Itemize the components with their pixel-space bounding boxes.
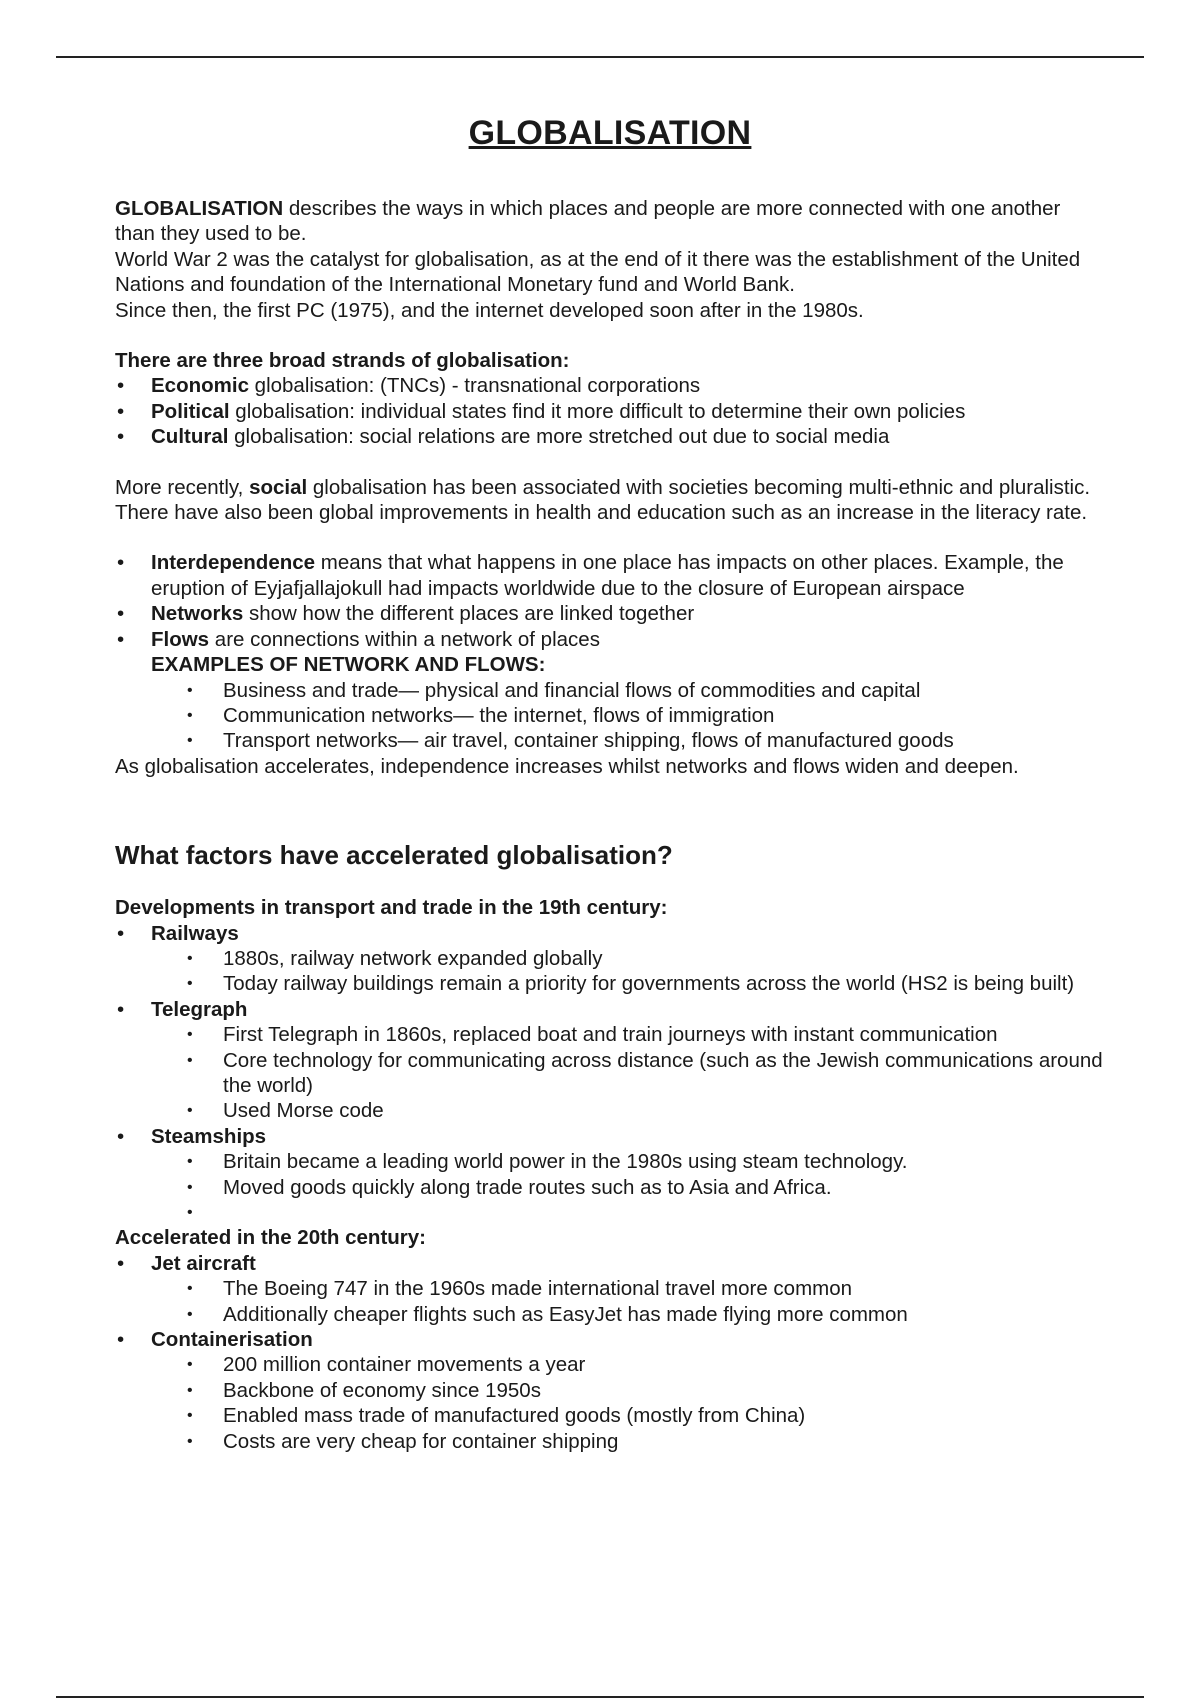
list-item: • Containerisation xyxy=(115,1327,1105,1352)
list-item: • Today railway buildings remain a priority for governments across the world (HS2 is being built) xyxy=(115,971,1105,996)
list-item: • Costs are very cheap for container shipping xyxy=(115,1429,1105,1454)
list-item: • Communication networks— the internet, flows of immigration xyxy=(115,703,1105,728)
list-item: • Railways xyxy=(115,921,1105,946)
examples-heading: EXAMPLES OF NETWORK AND FLOWS: xyxy=(151,653,546,677)
c20-list xyxy=(115,1251,1105,1454)
document-body xyxy=(115,108,1105,1454)
list-item: • Transport networks— air travel, container shipping, flows of manufactured goods xyxy=(115,728,1105,753)
intro-term: GLOBALISATION xyxy=(115,197,284,220)
list-item: • Additionally cheaper flights such as EasyJet has made flying more common xyxy=(115,1302,1105,1327)
page-title: GLOBALISATION xyxy=(468,114,752,152)
strands-list xyxy=(115,373,1105,449)
c19-list xyxy=(115,921,1105,1226)
list-item: • Telegraph xyxy=(115,997,1105,1022)
list-item: • Used Morse code xyxy=(115,1098,1105,1123)
list-item: • First Telegraph in 1860s, replaced boat and train journeys with instant communication xyxy=(115,1022,1105,1047)
list-item: • Networks show how the different places are linked together xyxy=(115,601,1105,626)
strands-heading: There are three broad strands of globalisation: xyxy=(115,349,570,373)
list-item xyxy=(115,1200,1105,1225)
concepts-conclusion: As globalisation accelerates, independence increases whilst networks and flows widen and deepen. xyxy=(115,754,1019,778)
list-item: • Jet aircraft xyxy=(115,1251,1105,1276)
top-rule xyxy=(56,56,1144,58)
intro-history: World War 2 was the catalyst for globalisation, as at the end of it there was the establishment of the United Nations and foundation of the International Monetary fund and World Bank. xyxy=(115,247,1081,297)
list-item: • Business and trade— physical and financial flows of commodities and capital xyxy=(115,678,1105,703)
list-item: • 1880s, railway network expanded globally xyxy=(115,946,1105,971)
list-item: • Moved goods quickly along trade routes such as to Asia and Africa. xyxy=(115,1175,1105,1200)
section-heading: What factors have accelerated globalisation? xyxy=(115,840,673,871)
bottom-rule xyxy=(56,1696,1144,1698)
c20-heading: Accelerated in the 20th century: xyxy=(115,1226,427,1250)
list-item: • Britain became a leading world power in the 1980s using steam technology. xyxy=(115,1149,1105,1174)
list-item: • Flows are connections within a network of places xyxy=(115,627,1105,652)
list-item: • Enabled mass trade of manufactured goods (mostly from China) xyxy=(115,1403,1105,1428)
intro-technology: Since then, the first PC (1975), and the internet developed soon after in the 1980s. xyxy=(115,298,864,322)
list-item: • Steamships xyxy=(115,1124,1105,1149)
intro-definition: GLOBALISATION describes the ways in which places and people are more connected with one another than they used to be. xyxy=(115,197,1061,246)
social-paragraph: More recently, social globalisation has been associated with societies becoming multi-ethnic and pluralistic. There have also been global improvements in health and education such as an increase in the literacy rate. xyxy=(115,475,1091,525)
list-item: • The Boeing 747 in the 1960s made international travel more common xyxy=(115,1276,1105,1301)
list-item: • Core technology for communicating across distance (such as the Jewish communications around the world) xyxy=(115,1048,1105,1099)
concepts-list xyxy=(115,550,1105,753)
list-item: • Backbone of economy since 1950s xyxy=(115,1378,1105,1403)
c19-heading: Developments in transport and trade in the 19th century: xyxy=(115,896,668,920)
list-item: • 200 million container movements a year xyxy=(115,1352,1105,1377)
list-item: • Cultural globalisation: social relations are more stretched out due to social media xyxy=(115,424,1105,449)
list-item: • Economic globalisation: (TNCs) - transnational corporations xyxy=(115,373,1105,398)
list-item: • Political globalisation: individual states find it more difficult to determine their own policies xyxy=(115,399,1105,424)
list-item: • Interdependence means that what happens in one place has impacts on other places. Example, the eruption of Eyjafjallajokull had impacts worldwide due to the closure of European airspace xyxy=(115,550,1105,601)
